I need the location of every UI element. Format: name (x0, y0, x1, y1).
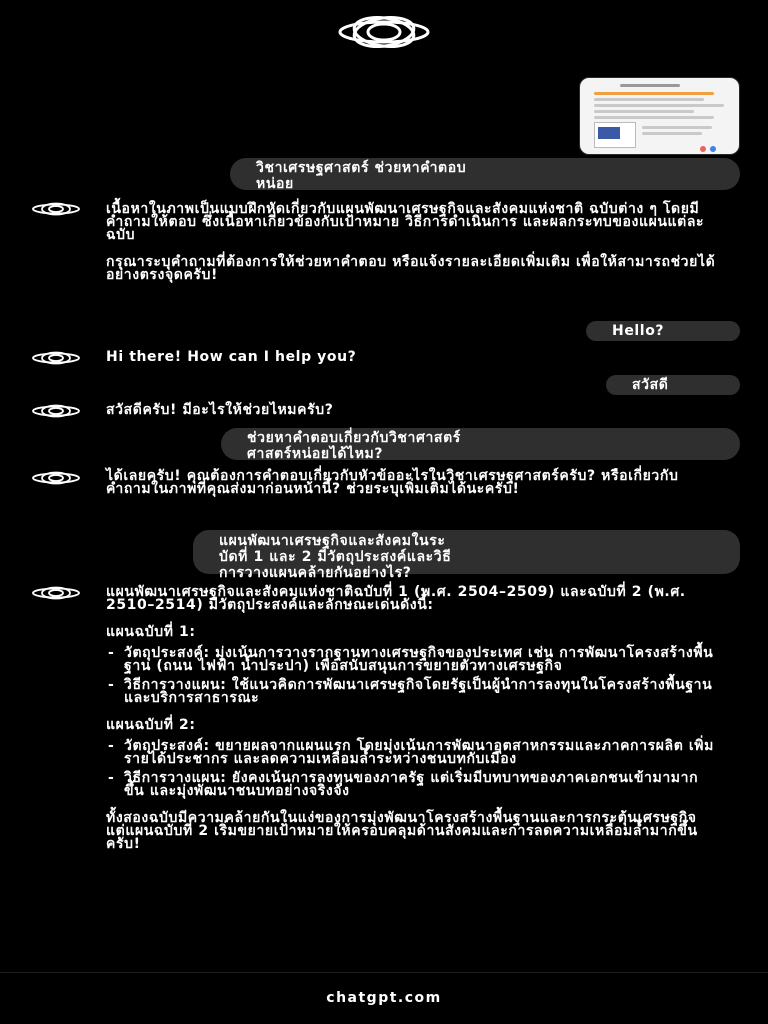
list-item: - วัตถุประสงค์: ขยายผลจากแผนแรก โดยมุ่งเน้นการพัฒนาอุตสาหกรรมและภาคการผลิต เพิ่มรายได้ประชากร และลดความเหลื่อมล้ำระหว่างชนบทกับเมือง (106, 740, 716, 766)
user-message (586, 321, 740, 341)
list-item: - วัตถุประสงค์: มุ่งเน้นการวางรากฐานทางเศรษฐกิจของประเทศ เช่น การพัฒนาโครงสร้างพื้นฐาน (ถนน ไฟฟ้า น้ำประปา) เพื่อสนับสนุนการขยายตัวทางเศรษฐกิจ (106, 647, 716, 673)
user-message-text: สวัสดี (632, 377, 669, 393)
assistant-message (106, 203, 716, 282)
list-item: - วิธีการวางแผน: ใช้แนวคิดการพัฒนาเศรษฐกิจโดยรัฐเป็นผู้นำการลงทุนในโครงสร้างพื้นฐานและบริการสาธารณะ (106, 679, 716, 705)
chatgpt-avatar-icon (30, 471, 82, 485)
chatgpt-avatar-icon (30, 351, 82, 365)
chatgpt-logo-icon (334, 14, 434, 50)
assistant-intro: แผนพัฒนาเศรษฐกิจและสังคมแห่งชาติฉบับที่ 1 (พ.ศ. 2504–2509) และฉบับที่ 2 (พ.ศ. 2510–2514) มีวัตถุประสงค์และลักษณะเด่นดังนี้: (106, 584, 686, 613)
footer-domain[interactable]: chatgpt.com (326, 990, 442, 1006)
user-message-text: ช่วยหาคำตอบเกี่ยวกับวิชาศาสตร์ ศาสตร์หน่อยได้ไหม? (247, 430, 461, 462)
plan1-list (106, 647, 716, 705)
attached-image-thumbnail[interactable] (579, 77, 740, 155)
assistant-message (106, 404, 716, 417)
user-message-text: แผนพัฒนาเศรษฐกิจและสังคมในระ บัดที่ 1 และ 2 มีวัตถุประสงค์และวิธี การวางแผนคล้ายกันอย่างไร? (219, 533, 452, 581)
list-item: - วิธีการวางแผน: ยังคงเน้นการลงทุนของภาครัฐ แต่เริ่มมีบทบาทของภาคเอกชนเข้ามามากขึ้น และมุ่งพัฒนาชนบทอย่างจริงจัง (106, 772, 716, 798)
assistant-paragraph: เนื้อหาในภาพเป็นแบบฝึกหัดเกี่ยวกับแผนพัฒนาเศรษฐกิจและสังคมแห่งชาติ ฉบับต่าง ๆ โดยมีคำถามให้ตอบ ซึ่งเนื้อหาเกี่ยวข้องกับเป้าหมาย วิธีการดำเนินการ และผลกระทบของแผนแต่ละฉบับ (106, 201, 705, 243)
assistant-message (106, 351, 716, 364)
assistant-paragraph: กรุณาระบุคำถามที่ต้องการให้ช่วยหาคำตอบ หรือแจ้งรายละเอียดเพิ่มเติม เพื่อให้สามารถช่วยได้อย่างตรงจุดครับ! (106, 254, 716, 283)
user-message (193, 530, 740, 581)
user-message (221, 428, 740, 460)
plan2-list (106, 740, 716, 798)
assistant-message (106, 586, 716, 851)
assistant-paragraph: Hi there! How can I help you? (106, 349, 357, 365)
plan2-heading: แผนฉบับที่ 2: (106, 717, 196, 733)
user-message (230, 158, 740, 190)
assistant-summary: ทั้งสองฉบับมีความคล้ายกันในแง่ของการมุ่งพัฒนาโครงสร้างพื้นฐานและการกระตุ้นเศรษฐกิจ แต่แผนฉบับที่ 2 เริ่มขยายเป้าหมายให้ครอบคลุมด้านสังคมและการลดความเหลื่อมล้ำมากขึ้นครับ! (106, 810, 698, 852)
footer-divider (0, 972, 768, 973)
chatgpt-avatar-icon (30, 202, 82, 216)
assistant-message (106, 470, 716, 496)
user-message-text: วิชาเศรษฐศาสตร์ ช่วยหาคำตอบ หน่อย (256, 160, 467, 192)
user-message-text: Hello? (612, 323, 665, 339)
chatgpt-avatar-icon (30, 586, 82, 600)
chatgpt-avatar-icon (30, 404, 82, 418)
assistant-paragraph: ได้เลยครับ! คุณต้องการคำตอบเกี่ยวกับหัวข้ออะไรในวิชาเศรษฐศาสตร์ครับ? หรือเกี่ยวกับคำถามในภาพที่คุณส่งมาก่อนหน้านี้? ช่วยระบุเพิ่มเติมได้นะครับ! (106, 468, 679, 497)
assistant-paragraph: สวัสดีครับ! มีอะไรให้ช่วยไหมครับ? (106, 402, 334, 418)
plan1-heading: แผนฉบับที่ 1: (106, 624, 196, 640)
user-message (606, 375, 740, 395)
